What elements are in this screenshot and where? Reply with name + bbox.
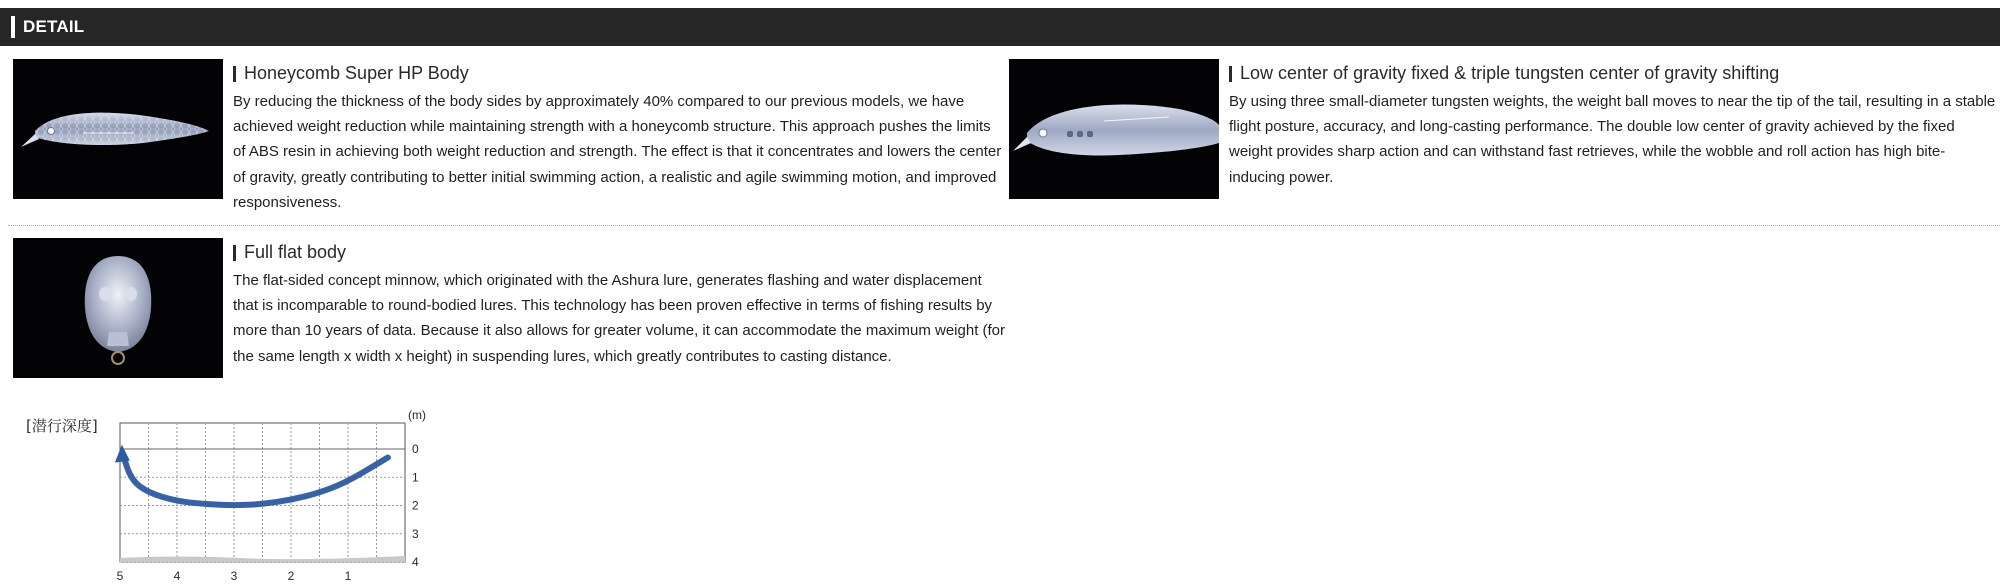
x-tick-label: 1 [344,569,352,583]
x-tick-label: 2 [287,569,295,583]
title-bar-icon [233,245,236,261]
depth-chart [100,405,440,585]
feature-title-text: Full flat body [244,242,347,262]
y-tick-label: 0 [412,442,419,456]
y-tick-label: 4 [412,555,419,569]
feature-title [233,242,346,263]
y-unit-label: (m) [408,408,426,422]
feature-title [233,63,469,84]
y-tick-label: 2 [412,498,419,513]
feature-tungsten [1009,59,1994,209]
y-tick-label: 3 [412,526,419,541]
depth-chart-label: [潜行深度] [26,417,98,435]
section-divider [8,225,2000,226]
header-accent-bar [11,16,15,38]
feature-description: By using three small-diameter tungsten weights, the weight ball moves to near the tip of the tail, resulting in a stable flight posture, accuracy, and long-casting performance. The double low center of gravity achieved by the fixed weight provides sharp action and can withstand fast retrieves, while the wobble and roll action has high bite-inducing power. [1229,93,1996,186]
title-bar-icon [1229,66,1232,82]
section-title: DETAIL [23,17,85,36]
feature-full-flat [13,238,1006,388]
lure-side-image [13,59,223,199]
lure-weights-image [1009,59,1219,199]
feature-description: The flat-sided concept minnow, which originated with the Ashura lure, generates flashing and water displacement that is incomparable to round-bodied lures. This technology has been proven effective in terms of fishing results by more than 10 years of data. Because it also allows for greater volume, it can accommodate the maximum weight (for the same length x width x height) in suspending lures, which greatly contributes to casting distance. [233,272,1006,365]
y-tick-label: 1 [412,470,419,485]
feature-title-text: Honeycomb Super HP Body [244,63,469,83]
x-tick-label: 5 [116,569,124,583]
depth-chart-svg [100,405,440,585]
feature-title-text: Low center of gravity fixed & triple tungsten center of gravity shifting [1240,63,1780,83]
feature-description: By reducing the thickness of the body sides by approximately 40% compared to our previous models, we have achieved weight reduction while maintaining strength with a honeycomb structure. This approach pushes the limits of ABS resin in achieving both weight reduction and strength. The effect is that it concentrates and lowers the center of gravity, greatly contributing to better initial swimming action, a realistic and agile swimming motion, and improved responsiveness. [233,93,1002,211]
section-header [0,8,2000,46]
feature-honeycomb [13,59,1003,209]
feature-title [1229,63,1779,84]
lure-front-image [13,238,223,378]
x-tick-label: 3 [230,569,238,583]
title-bar-icon [233,66,236,82]
x-tick-label: 4 [173,569,181,583]
